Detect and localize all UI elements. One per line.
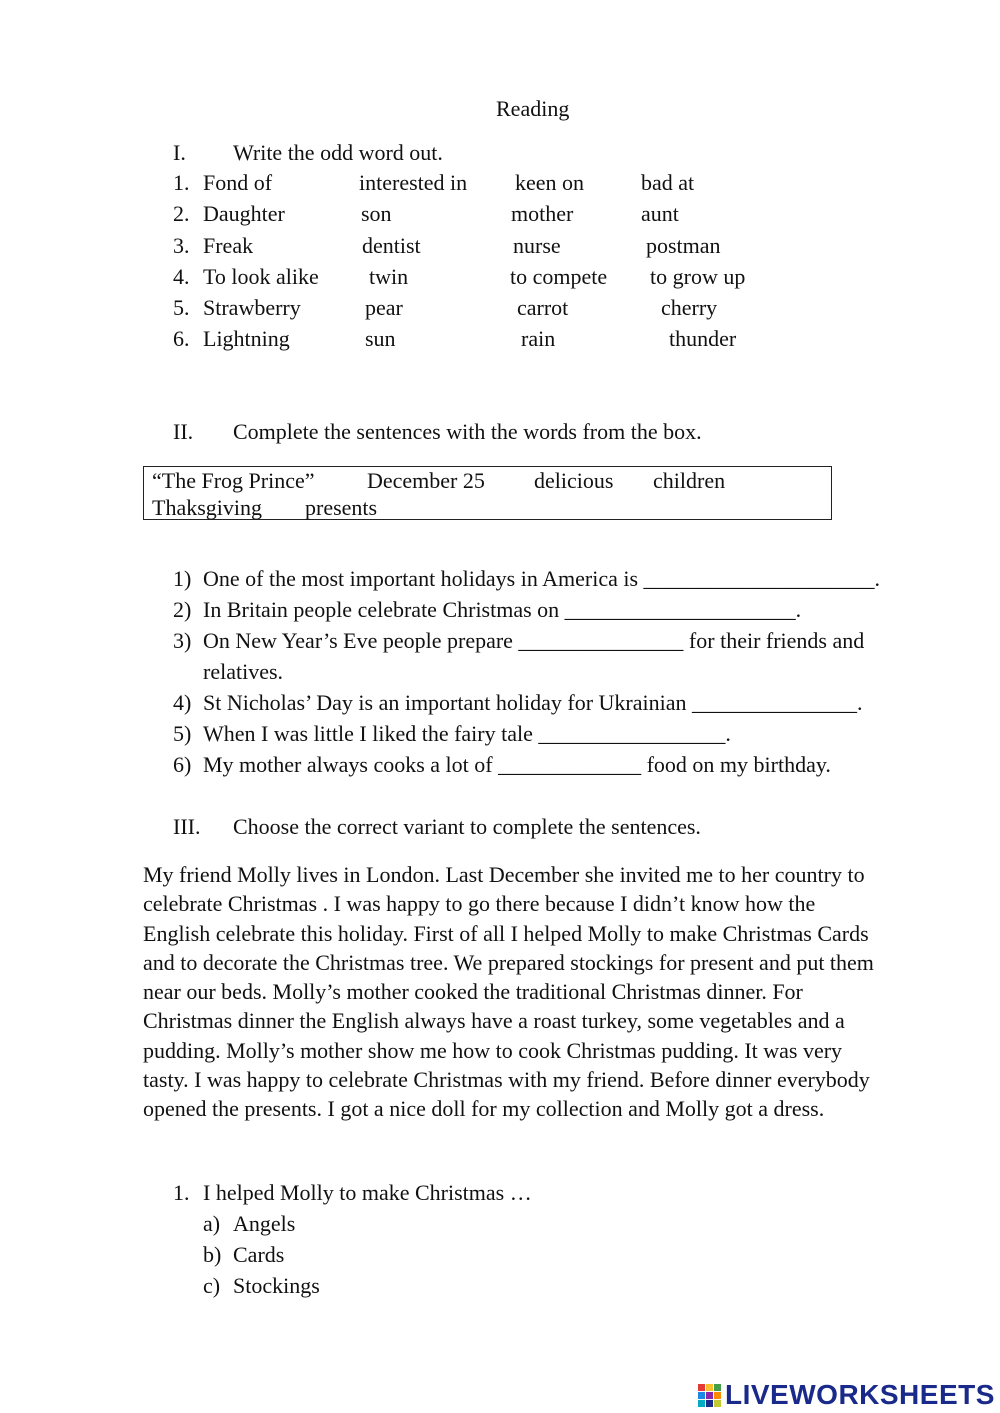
passage-line: celebrate Christmas . I was happy to go there because I didn’t know how the (143, 891, 816, 917)
box-word: December 25 (367, 468, 485, 493)
sentence-text-continued: relatives. (203, 659, 284, 684)
word-option: interested in (359, 170, 468, 195)
section-3-number: III. (173, 814, 201, 839)
box-word: delicious (534, 468, 614, 493)
word-option: to compete (510, 264, 608, 289)
box-word: presents (305, 495, 378, 520)
passage-line: near our beds. Molly’s mother cooked the traditional Christmas dinner. For (143, 979, 803, 1005)
passage-line: opened the presents. I got a nice doll for my collection and Molly got a dress. (143, 1096, 825, 1122)
sentence-text: On New Year’s Eve people prepare _______________ for their friends and (203, 628, 865, 653)
answer-option[interactable]: Angels (233, 1211, 296, 1236)
sentence-text: When I was little I liked the fairy tale _________________. (203, 721, 731, 746)
word-option: Freak (203, 233, 254, 258)
word-option: bad at (641, 170, 695, 195)
word-option: dentist (362, 233, 421, 258)
logo-text: LIVEWORKSHEETS (725, 1379, 995, 1410)
sentence-text: My mother always cooks a lot of _____________ food on my birthday. (203, 752, 831, 777)
liveworksheets-logo[interactable] (697, 1378, 995, 1412)
row-number: 6. (173, 326, 190, 351)
word-option: aunt (641, 201, 679, 226)
sentence-number: 2) (173, 597, 192, 622)
word-option: thunder (669, 326, 737, 351)
sentence-number: 1) (173, 566, 192, 591)
word-option: to grow up (650, 264, 746, 289)
word-option: Lightning (203, 326, 290, 351)
answer-option[interactable]: Stockings (233, 1273, 320, 1298)
word-option: twin (369, 264, 409, 289)
section-1-instruction: Write the odd word out. (233, 140, 443, 165)
option-letter: b) (203, 1242, 222, 1267)
word-option: Strawberry (203, 295, 301, 320)
option-letter: c) (203, 1273, 221, 1298)
word-option: To look alike (203, 264, 319, 289)
box-word: Thaksgiving (152, 495, 262, 520)
question-text: I helped Molly to make Christmas … (203, 1180, 532, 1205)
word-option: postman (646, 233, 721, 258)
word-option: carrot (517, 295, 569, 320)
word-option: sun (365, 326, 396, 351)
section-2-number: II. (173, 419, 194, 444)
logo-mark-icon (697, 1382, 723, 1408)
word-option: cherry (661, 295, 718, 320)
sentence-text: In Britain people celebrate Christmas on _____________________. (203, 597, 802, 622)
passage-line: English celebrate this holiday. First of all I helped Molly to make Christmas Cards (143, 920, 869, 946)
row-number: 4. (173, 264, 190, 289)
row-number: 1. (173, 170, 190, 195)
passage-line: and to decorate the Christmas tree. We prepared stockings for present and put them (143, 949, 874, 975)
passage-line: tasty. I was happy to celebrate Christmas with my friend. Before dinner everybody (143, 1067, 870, 1093)
row-number: 5. (173, 295, 190, 320)
section-3-instruction: Choose the correct variant to complete the sentences. (233, 814, 701, 839)
section-2-instruction: Complete the sentences with the words from the box. (233, 419, 702, 444)
row-number: 2. (173, 201, 190, 226)
word-option: mother (511, 201, 574, 226)
word-option: Fond of (203, 170, 273, 195)
option-letter: a) (203, 1211, 221, 1236)
sentence-number: 6) (173, 752, 192, 777)
word-option: rain (521, 326, 556, 351)
passage-line: Christmas dinner the English always have a roast turkey, some vegetables and a (143, 1008, 845, 1034)
word-option: keen on (515, 170, 585, 195)
question-number: 1. (173, 1180, 190, 1205)
sentence-text: St Nicholas’ Day is an important holiday for Ukrainian _______________. (203, 690, 863, 715)
passage-line: My friend Molly lives in London. Last December she invited me to her country to (143, 862, 865, 887)
sentence-number: 4) (173, 690, 192, 715)
word-option: nurse (513, 233, 561, 258)
sentence-number: 5) (173, 721, 192, 746)
page-title: Reading (496, 96, 570, 121)
answer-option[interactable]: Cards (233, 1242, 285, 1267)
word-option: pear (365, 295, 403, 320)
passage-line: pudding. Molly’s mother show me how to cook Christmas pudding. It was very (143, 1037, 843, 1063)
sentence-number: 3) (173, 628, 192, 653)
row-number: 3. (173, 233, 190, 258)
sentence-text: One of the most important holidays in America is _____________________. (203, 566, 881, 591)
box-word: children (653, 468, 726, 493)
word-option: son (361, 201, 392, 226)
box-word: “The Frog Prince” (152, 468, 315, 493)
word-option: Daughter (203, 201, 285, 226)
reading-passage (143, 860, 943, 1124)
section-1-number: I. (173, 140, 186, 165)
